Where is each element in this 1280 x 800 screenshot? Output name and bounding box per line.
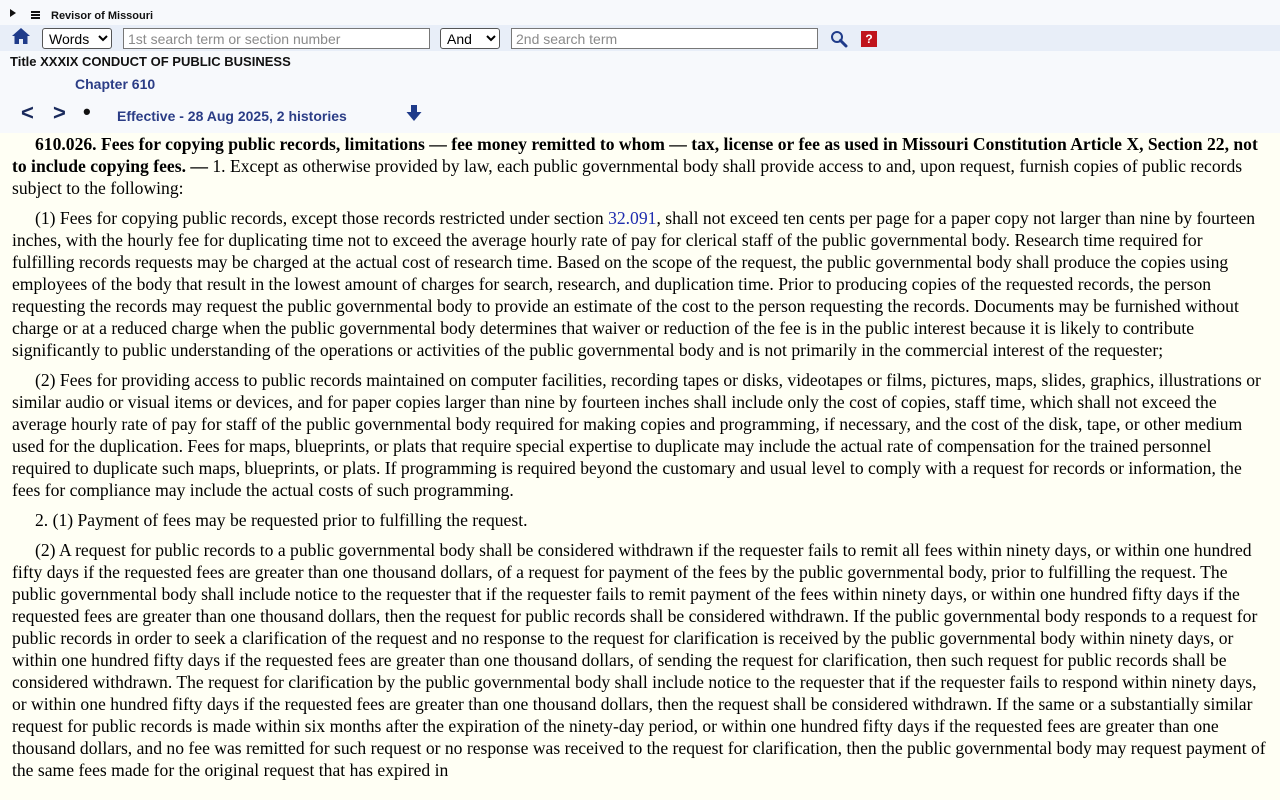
help-button[interactable]: ? [861, 31, 877, 47]
statute-heading: 610.026. Fees for copying public records, limitations — fee money remitted to whom — tax, license or fee as used in Missouri Constitution Article X, Section 22, not to include copying fees. — [12, 134, 1258, 176]
site-title[interactable]: Revisor of Missouri [51, 10, 154, 22]
subsection-1-1 [0, 207, 1280, 361]
next-section-button[interactable]: > [53, 100, 66, 125]
subsection-2-1: 2. (1) Payment of fees may be requested prior to fulfilling the request. [35, 510, 528, 530]
page-header [0, 0, 1280, 133]
expand-triangle-icon[interactable] [10, 9, 16, 17]
second-search-term-input[interactable] [511, 28, 818, 49]
section-32-091-link[interactable]: 32.091 [608, 208, 657, 228]
first-search-term-input[interactable] [123, 28, 430, 49]
search-bar [0, 25, 1280, 51]
effective-date-link[interactable]: Effective - 28 Aug 2025, 2 histories [117, 108, 347, 124]
chapter-link[interactable]: Chapter 610 [75, 76, 156, 92]
statute-intro [0, 133, 1280, 199]
statute-content [0, 133, 1280, 800]
nav-dot[interactable]: • [83, 99, 91, 124]
top-bar [0, 0, 1280, 24]
title-heading: Title XXXIX CONDUCT OF PUBLIC BUSINESS [10, 54, 291, 69]
arrow-down-icon[interactable] [405, 104, 423, 122]
search-mode-select[interactable] [42, 28, 112, 49]
subsection-1-1-text-a: (1) Fees for copying public records, except those records restricted under section [35, 208, 609, 228]
subsection-2-2: (2) A request for public records to a public governmental body shall be considered withdrawn if the requester fails to remit all fees within ninety days, or within one hundred fifty days if the requested fees are greater than one thousand dollars, of a request for payment of the fees by the public governmental body, prior to fulfilling the request. The public governmental body shall include notice to the requester that if the requester fails to remit payment of the fees within ninety days, or within one hundred fifty days if the requested fees are greater than one thousand dollars, then the request for public records shall be considered withdrawn. If the public governmental body responds to a request for public records in order to seek a clarification of the request and no response to the request for clarification is received by the public governmental body within ninety days, or within one hundred fifty days if the requested fees are greater than one thousand dollars, of sending the request for clarification, then such request for public records shall be considered withdrawn. The request for clarification by the public governmental body shall include notice to the requester that if the requester fails to respond within ninety days, or within one hundred fifty days if the requested fees are greater than one thousand dollars, then the request shall be considered withdrawn. If the same or a substantially similar request for public records is made within six months after the expiration of the ninety-day period, or within one hundred fifty days if the requested fees are greater than one thousand dollars, and no fee was remitted for such request or no response was received to the request for clarification, then the public governmental body may request payment of the same fees made for the original request that has expired in [12, 540, 1266, 780]
subsection-1-1-text-b: , shall not exceed ten cents per page for a paper copy not larger than nine by fourteen inches, with the hourly fee for duplicating time not to exceed the average hourly rate of pay for clerical staff of the public governmental body. Research time required for fulfilling records requests may be charged at the actual cost of research time. Based on the scope of the request, the public governmental body shall produce the copies using employees of the body that result in the lowest amount of charges for search, research, and duplication time. Prior to producing copies of the requested records, the person requesting the records may request the public governmental body to provide an estimate of the cost to the person requesting the records. Documents may be furnished without charge or at a reduced charge when the public governmental body determines that waiver or reduction of the fee is in the public interest because it is likely to contribute significantly to public understanding of the operations or activities of the public governmental body and is not primarily in the commercial interest of the requester; [12, 208, 1256, 360]
search-operator-select[interactable] [440, 28, 500, 49]
previous-section-button[interactable]: < [21, 100, 34, 125]
menu-icon[interactable] [31, 11, 40, 19]
statute-intro-text: 1. Except as otherwise provided by law, each public governmental body shall provide access to and, upon request, furnish copies of public records subject to the following: [12, 156, 1243, 198]
search-icon[interactable] [830, 30, 848, 48]
subsection-1-2: (2) Fees for providing access to public records maintained on computer facilities, recording tapes or disks, videotapes or films, pictures, maps, slides, graphics, illustrations or similar audio or visual items or devices, and for paper copies larger than nine by fourteen inches shall include only the cost of copies, staff time, which shall not exceed the average hourly rate of pay for staff of the public governmental body required for making copies and programming, if necessary, and the cost of the disk, tape, or other medium used for the duplication. Fees for maps, blueprints, or plats that require special expertise to duplicate may include the actual rate of compensation for the trained personnel required to duplicate such maps, blueprints, or plats. If programming is required beyond the customary and usual level to comply with a request for records or information, the fees for compliance may include the actual costs of such programming. [12, 370, 1261, 500]
home-icon[interactable] [11, 26, 31, 46]
